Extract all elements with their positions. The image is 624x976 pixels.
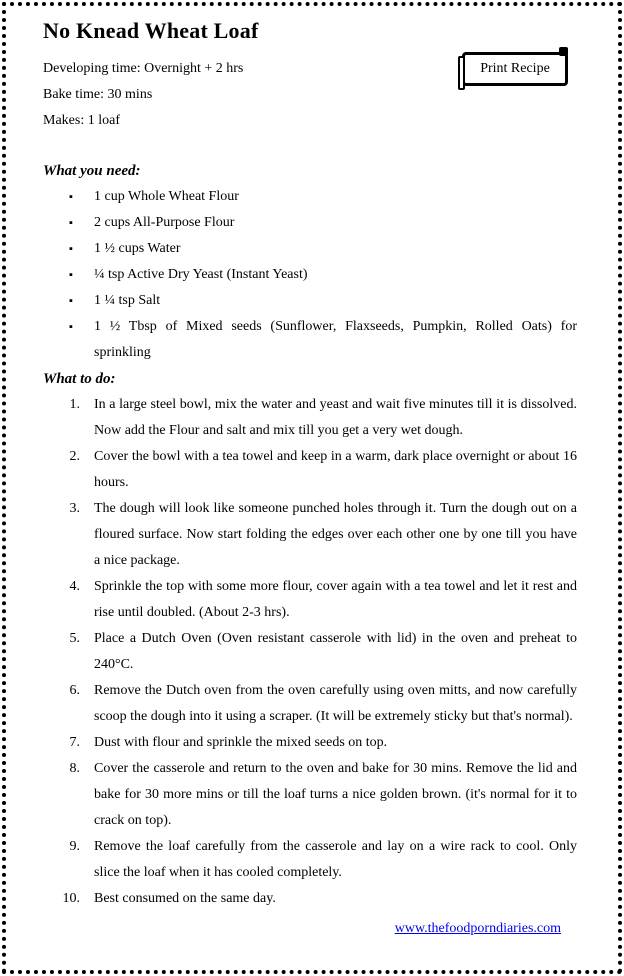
ingredients-heading: What you need:: [43, 163, 141, 179]
ingredient-item: ▪ 1 ¼ tsp Salt: [94, 288, 577, 314]
direction-step: Place a Dutch Oven (Oven resistant casserole with lid) in the oven and preheat to 240°C.: [94, 631, 577, 672]
button-corner-notch-decoration: [559, 47, 568, 56]
directions-heading: What to do:: [43, 371, 116, 387]
ingredient-item: ▪ 2 cups All-Purpose Flour: [94, 210, 577, 236]
bake-time-line: Bake time: 30 mins: [43, 87, 153, 102]
direction-step: Dust with flour and sprinkle the mixed seeds on top.: [94, 735, 388, 750]
ingredient-item: ▪ 1 cup Whole Wheat Flour: [94, 184, 577, 210]
ingredient-item: ▪ 1 ½ Tbsp of Mixed seeds (Sunflower, Flaxseeds, Pumpkin, Rolled Oats) for sprinkling: [94, 314, 577, 366]
direction-step: Remove the Dutch oven from the oven carefully using oven mitts, and now carefully scoop the dough into it using a scraper. (It will be extremely sticky but that's normal).: [94, 683, 577, 724]
recipe-page: [2, 2, 622, 974]
direction-step: Cover the casserole and return to the oven and bake for 30 mins. Remove the lid and bake for 30 more mins or till the loaf turns a nice golden brown. (it's normal for it to crack on top).: [94, 761, 577, 828]
footer: [43, 916, 577, 942]
ingredients-list: [43, 184, 577, 366]
print-recipe-label: Print Recipe: [480, 61, 550, 76]
direction-step: Sprinkle the top with some more flour, cover again with a tea towel and let it rest and rise until doubled. (About 2-3 hrs).: [94, 579, 577, 620]
directions-list: [43, 392, 577, 912]
button-left-slot-decoration: [458, 56, 465, 90]
recipe-title: No Knead Wheat Loaf: [43, 18, 259, 43]
website-link[interactable]: www.thefoodporndiaries.com: [394, 921, 561, 936]
direction-step: Remove the loaf carefully from the casserole and lay on a wire rack to cool. Only slice the loaf when it has cooled completely.: [94, 839, 577, 880]
direction-step: Best consumed on the same day.: [94, 891, 276, 906]
makes-line: Makes: 1 loaf: [43, 113, 120, 128]
print-recipe-button[interactable]: [462, 52, 568, 86]
direction-step: The dough will look like someone punched holes through it. Turn the dough out on a floured surface. Now start folding the edges over each other one by one till you have a nice package.: [94, 501, 577, 568]
ingredient-item: ▪ 1 ½ cups Water: [94, 236, 577, 262]
developing-time-line: Developing time: Overnight + 2 hrs: [43, 61, 244, 76]
direction-step: Cover the bowl with a tea towel and keep in a warm, dark place overnight or about 16 hours.: [94, 449, 577, 490]
ingredient-item: ▪ ¼ tsp Active Dry Yeast (Instant Yeast): [94, 262, 577, 288]
direction-step: In a large steel bowl, mix the water and yeast and wait five minutes till it is dissolved. Now add the Flour and salt and mix till you get a very wet dough.: [94, 397, 577, 438]
